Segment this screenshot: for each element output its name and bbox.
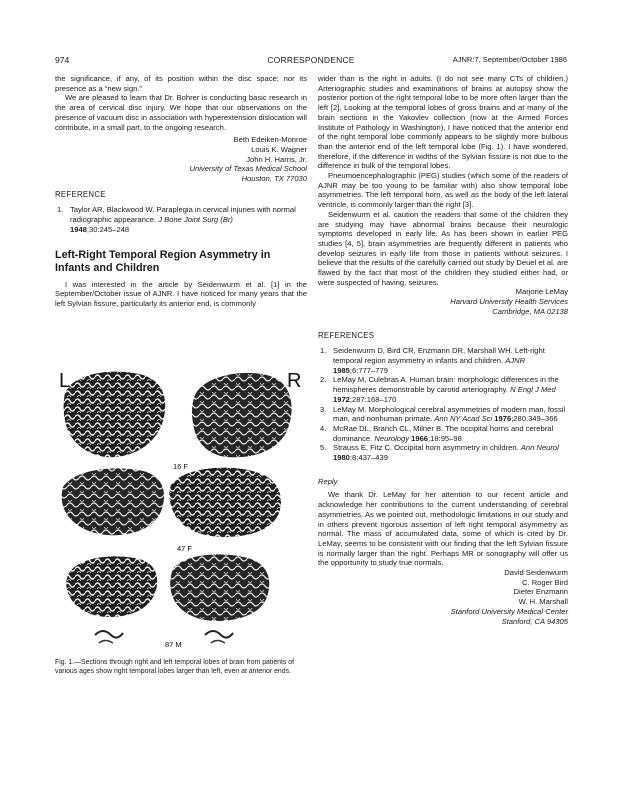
reference-item [55,205,307,234]
reference-year: 1976 [494,414,512,424]
reference-number: 2. [320,375,327,385]
figure-label-left: L [59,370,71,392]
left-column [55,74,307,309]
reference-year: 1948 [70,224,87,234]
reference-pages: ;18:95–98 [428,433,462,443]
paragraph: I was interested in the article by Seidenwurm et al. [1] in the September/October issue of AJNR. I have noticed for many years that the left Sylvian fissure, particularly its anterior end, is commonly [55,279,307,308]
reference-list [318,346,568,462]
brain-fragment [95,631,123,638]
author-name: Marjorie LeMay [515,287,568,297]
reference-text [333,346,568,375]
reference-journal: Ann Neurol [520,443,559,453]
reference-journal: Neurology [374,433,410,443]
brain-section-right-2 [169,468,281,537]
reference-citation: McRae DL, Branch CL, Milner B. The occipital horns and cerebral dominance. [333,423,554,443]
reference-year: 1972 [333,394,350,404]
reference-item [318,346,568,375]
right-column [318,74,568,626]
paragraph: Seidenwurm et al. caution the readers that some of the children they are studying may have abnormal brains because their neurologic symptoms developed in early life. As has been shown in earlier PEG studies [4, 5], brain asymmetries are frequently different in patients who develop seizures in early life from those in patients without seizures. I believe that the results of the carefully carried out study by Deuel et al. are flawed by the fact that most of the children they studied either had, or were suspected of having, seizures. [318,209,568,287]
reply-heading: Reply [318,476,338,486]
reference-citation: Seidenwurm D, Bird CR, Enzmann DR, Marshall WH. Left-right temporal region asymmetry in infants and children. [333,346,545,365]
paragraph: We thank Dr. LeMay for her attention to our recent article and acknowledge her contributions to the current understanding of cerebral asymmetries. As we pointed out, methodologic limitations in our study and in others prevent rigorous assertion of left right temporal asymmetry as normal. The mass of accumulated data, some of which is cited by Dr. LeMay, seems to be consistent with our finding that the left Sylvian fissure is normally larger than the right. Perhaps MR or sonography will offer us the opportunity to study true normals. [318,490,568,568]
reference-text [333,405,568,424]
reference-item [318,405,568,424]
specimen-label: 87 M [165,640,182,649]
reference-pages: ;287:168–170 [349,394,397,404]
paragraph: wider than is the right in adults. (I do not see many CTs of children.) Arteriographic studies and examinations of brains at autopsy show the posterior portion of the right temporal lobe to be more often larger than the left [2]. Looking at the temporal lobes of gross brains and at many of the brain sections in the Yakovlev collection (now at the Armed Forces Institute of Pathology in Washington), I have noticed that the anterior end of the right temporal lobe commonly appears to be slightly more bulbous than the anterior end of the left temporal lobe (Fig. 1). I have wondered, therefore, if the difference in widths of the Sylvian fissure is not due to the difference in bulk of the temporal lobes. [318,74,568,171]
signature-block [318,568,568,626]
reference-citation: Taylor AR, Blackwood W. Paraplegia in cervical injuries with normal radiographic appearance. [70,205,296,225]
reference-item [318,443,568,462]
reference-journal: Ann NY Acad Sci [434,414,493,424]
specimen-label: 47 F [177,544,193,553]
paragraph: the significance, if any, of its position within the disc space; nor its presence as a “new sign.” [55,74,307,93]
specimen-label: 16 F [173,462,189,471]
reference-citation: Strauss E, Fitz C. Occipital horn asymmetry in children. [333,443,519,453]
author-location: Stanford, CA 94305 [501,616,568,626]
brain-section-left-3 [66,556,157,617]
reference-number: 5. [320,443,327,453]
reference-text [333,443,568,462]
author-name: Beth Edeiken-Monroe [233,135,307,145]
brain-sections-figure [55,365,307,654]
reference-number: 1. [320,346,327,356]
reference-text [333,375,568,404]
section-title: CORRESPONDENCE [267,55,355,65]
author-location: Cambridge, MA 02138 [492,306,568,316]
journal-issue: AJNR:7, September/October 1986 [452,55,567,64]
page-number: 974 [55,55,70,65]
reference-journal: J Bone Joint Surg (Br) [158,215,233,225]
brain-section-left-2 [62,468,164,535]
author-name: Louis K. Wagner [251,144,307,154]
signature-block [55,135,307,184]
figure-caption: Fig. 1.—Sections through right and left temporal lobes of brain from patients of various ages show right temporal lobes larger than left, even at anterior ends. [55,659,295,675]
reference-number: 1. [57,205,64,215]
references-heading: REFERENCES [318,330,375,340]
brain-sections-image [55,365,307,654]
reference-list [55,205,307,234]
figure-label-right: R [287,370,302,392]
author-name: W. H. Marshall [518,597,568,607]
brain-fragment [205,631,233,638]
reference-heading: REFERENCE [55,189,106,199]
reference-pages: ;8:437–439 [349,453,388,463]
reference-text [70,205,307,234]
reference-number: 3. [320,404,327,414]
reference-pages: ;30:245–248 [86,224,130,234]
reference-pages: ;280:349–366 [511,414,558,424]
reference-text [333,424,568,443]
reference-journal: N Engl J Med [510,385,556,395]
reference-item [318,424,568,443]
paragraph: Pneumoencephalographic (PEG) studies (which some of the readers of AJNR may be too young to be familiar with) also show temporal lobe asymmetries. The left temporal horn, as well as the body of the left lateral ventricle, is commonly larger than the right [3]. [318,171,568,210]
reference-item [318,375,568,404]
author-location: Houston, TX 77030 [241,174,307,184]
brain-section-left-1 [64,372,166,458]
author-name: C. Roger Bird [521,577,568,587]
author-affiliation: Harvard University Health Services [450,297,568,307]
brain-fragment [211,641,225,644]
author-name: Dieter Enzmann [513,587,568,597]
reference-journal: AJNR [505,355,526,365]
reference-year: 1966 [411,433,429,443]
author-affiliation: Stanford University Medical Center [450,606,568,616]
paragraph: We are pleased to learn that Dr. Bohrer is conducting basic research in the area of cervical disc injury. We hope that our observations on the presence of vacuum disc in association with hyperextension dislocation will contribute, in a small part, to the ongoing research. [55,93,307,132]
article-title: Left-Right Temporal Region Asymmetry in Infants and Children [55,248,271,274]
signature-block [318,287,568,316]
reference-number: 4. [320,423,327,433]
reference-year: 1985 [333,365,350,375]
author-name: David Seidenwurm [504,568,568,578]
brain-section-right-3 [170,554,269,621]
reference-citation: LeMay M. Morphological cerebral asymmetries of modern man, fossil man, and nonhuman primate. [333,404,566,424]
reference-pages: ;6:777–779 [349,365,388,375]
author-affiliation: University of Texas Medical School [189,164,307,174]
brain-section-right-1 [192,373,292,457]
author-name: John H. Harris, Jr. [246,154,307,164]
page-header [55,55,567,67]
reference-citation: LeMay M, Culebras A. Human brain: morphologic differences in the hemispheres demonstrable by carotid arteriography. [333,375,559,395]
reference-year: 1980 [333,453,350,463]
brain-fragment [99,641,113,644]
